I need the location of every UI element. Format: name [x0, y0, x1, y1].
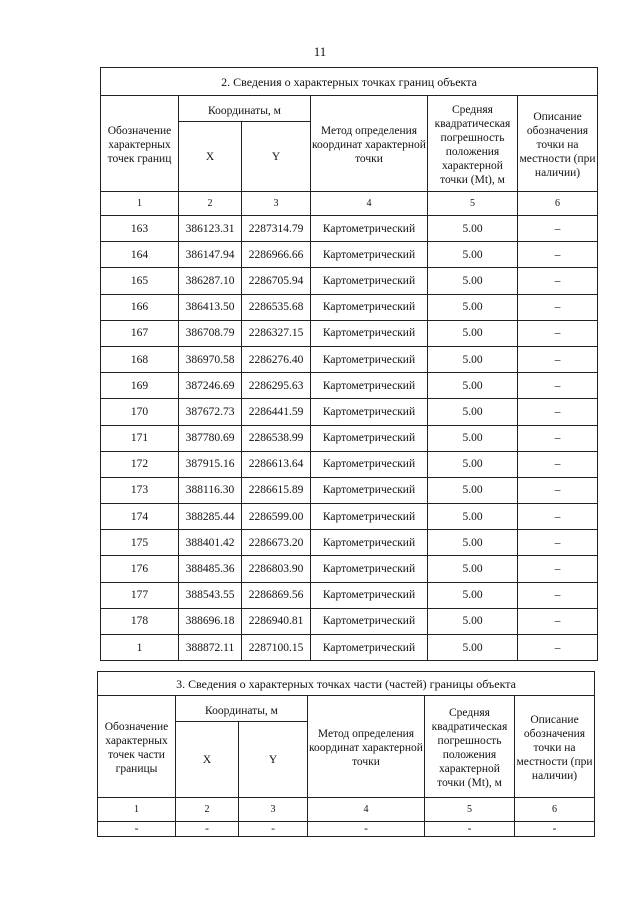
description-cell: –	[518, 346, 598, 372]
point-cell: 173	[101, 477, 179, 503]
y-coordinate-cell: 2287314.79	[242, 216, 311, 242]
description-cell: –	[518, 504, 598, 530]
table-row	[101, 346, 598, 372]
description-cell: –	[518, 530, 598, 556]
point-cell: 168	[101, 346, 179, 372]
header-x: X	[179, 122, 242, 192]
point-cell: 175	[101, 530, 179, 556]
table-row	[101, 242, 598, 268]
method-cell: Картометрический	[311, 556, 428, 582]
method-cell: Картометрический	[311, 216, 428, 242]
error-cell: 5.00	[428, 320, 518, 346]
x-coordinate-cell: 386708.79	[179, 320, 242, 346]
error-cell: 5.00	[428, 635, 518, 661]
x-coordinate-cell: 388696.18	[179, 608, 242, 634]
table-row	[101, 216, 598, 242]
x-coordinate-cell: 387915.16	[179, 451, 242, 477]
description-cell: –	[518, 216, 598, 242]
description-cell: –	[518, 425, 598, 451]
column-index: 1	[98, 798, 176, 822]
column-index: 2	[179, 192, 242, 216]
method-cell: Картометрический	[311, 608, 428, 634]
method-cell: Картометрический	[311, 530, 428, 556]
x-coordinate-cell: 388485.36	[179, 556, 242, 582]
table-row	[101, 373, 598, 399]
x-coordinate-cell: 388872.11	[179, 635, 242, 661]
point-cell: 174	[101, 504, 179, 530]
y-coordinate-cell: 2286613.64	[242, 451, 311, 477]
header-method: Метод определения координат характерной точки	[308, 696, 425, 798]
table-row	[101, 530, 598, 556]
y-coordinate-cell: -	[239, 822, 308, 837]
method-cell: Картометрический	[311, 399, 428, 425]
error-cell: 5.00	[428, 294, 518, 320]
error-cell: 5.00	[428, 216, 518, 242]
page-number: 11	[313, 44, 327, 59]
y-coordinate-cell: 2286599.00	[242, 504, 311, 530]
column-index: 6	[518, 192, 598, 216]
table-row	[101, 294, 598, 320]
method-cell: Картометрический	[311, 635, 428, 661]
header-y: Y	[239, 722, 308, 798]
point-cell: 178	[101, 608, 179, 634]
points-table-body	[101, 216, 598, 661]
description-cell: –	[518, 294, 598, 320]
x-coordinate-cell: 386970.58	[179, 346, 242, 372]
header-error: Средняя квадратическая погрешность положения характерной точки (Mt), м	[428, 96, 518, 192]
y-coordinate-cell: 2286295.63	[242, 373, 311, 399]
header-y: Y	[242, 122, 311, 192]
method-cell: Картометрический	[311, 294, 428, 320]
header-coordinates: Координаты, м	[179, 96, 311, 122]
error-cell: 5.00	[428, 373, 518, 399]
y-coordinate-cell: 2286276.40	[242, 346, 311, 372]
y-coordinate-cell: 2286940.81	[242, 608, 311, 634]
table-row	[101, 608, 598, 634]
part-points-table-body	[98, 822, 595, 837]
error-cell: 5.00	[428, 425, 518, 451]
description-cell: –	[518, 635, 598, 661]
x-coordinate-cell: 388116.30	[179, 477, 242, 503]
column-index: 2	[176, 798, 239, 822]
method-cell: Картометрический	[311, 504, 428, 530]
error-cell: 5.00	[428, 268, 518, 294]
method-cell: Картометрический	[311, 451, 428, 477]
y-coordinate-cell: 2286803.90	[242, 556, 311, 582]
x-coordinate-cell: 386413.50	[179, 294, 242, 320]
point-cell: 169	[101, 373, 179, 399]
method-cell: Картометрический	[311, 346, 428, 372]
table-row	[101, 399, 598, 425]
header-x: X	[176, 722, 239, 798]
table-row	[101, 320, 598, 346]
table-row	[98, 822, 595, 837]
error-cell: 5.00	[428, 608, 518, 634]
x-coordinate-cell: 387246.69	[179, 373, 242, 399]
method-cell: Картометрический	[311, 320, 428, 346]
error-cell: 5.00	[428, 399, 518, 425]
description-cell: –	[518, 320, 598, 346]
column-index: 3	[242, 192, 311, 216]
y-coordinate-cell: 2286966.66	[242, 242, 311, 268]
characteristic-points-table	[100, 67, 598, 661]
section-title: 2. Сведения о характерных точках границ объекта	[101, 68, 598, 96]
section-title: 3. Сведения о характерных точках части (частей) границы объекта	[98, 672, 595, 696]
x-coordinate-cell: 388401.42	[179, 530, 242, 556]
table-row	[101, 268, 598, 294]
x-coordinate-cell: 387672.73	[179, 399, 242, 425]
header-description: Описание обозначения точки на местности (при наличии)	[515, 696, 595, 798]
point-cell: 172	[101, 451, 179, 477]
column-index: 3	[239, 798, 308, 822]
y-coordinate-cell: 2286535.68	[242, 294, 311, 320]
y-coordinate-cell: 2286538.99	[242, 425, 311, 451]
error-cell: 5.00	[428, 242, 518, 268]
header-point-designation: Обозначение характерных точек части границы	[98, 696, 176, 798]
column-index: 4	[311, 192, 428, 216]
error-cell: 5.00	[428, 504, 518, 530]
method-cell: Картометрический	[311, 373, 428, 399]
method-cell: Картометрический	[311, 477, 428, 503]
table-row	[101, 504, 598, 530]
y-coordinate-cell: 2286441.59	[242, 399, 311, 425]
error-cell: 5.00	[428, 346, 518, 372]
table-row	[101, 477, 598, 503]
y-coordinate-cell: 2286705.94	[242, 268, 311, 294]
header-coordinates: Координаты, м	[176, 696, 308, 722]
description-cell: -	[515, 822, 595, 837]
point-cell: 176	[101, 556, 179, 582]
x-coordinate-cell: 386147.94	[179, 242, 242, 268]
header-method: Метод определения координат характерной точки	[311, 96, 428, 192]
point-cell: -	[98, 822, 176, 837]
point-cell: 164	[101, 242, 179, 268]
x-coordinate-cell: 388543.55	[179, 582, 242, 608]
description-cell: –	[518, 268, 598, 294]
method-cell: Картометрический	[311, 268, 428, 294]
table-row	[101, 582, 598, 608]
description-cell: –	[518, 451, 598, 477]
column-index: 6	[515, 798, 595, 822]
error-cell: 5.00	[428, 556, 518, 582]
y-coordinate-cell: 2287100.15	[242, 635, 311, 661]
x-coordinate-cell: 388285.44	[179, 504, 242, 530]
error-cell: -	[425, 822, 515, 837]
table-row	[101, 635, 598, 661]
point-cell: 1	[101, 635, 179, 661]
table-row	[101, 556, 598, 582]
table-row	[101, 451, 598, 477]
point-cell: 165	[101, 268, 179, 294]
point-cell: 163	[101, 216, 179, 242]
point-cell: 166	[101, 294, 179, 320]
error-cell: 5.00	[428, 530, 518, 556]
header-description: Описание обозначения точки на местности (при наличии)	[518, 96, 598, 192]
description-cell: –	[518, 242, 598, 268]
description-cell: –	[518, 373, 598, 399]
header-error: Средняя квадратическая погрешность положения характерной точки (Mt), м	[425, 696, 515, 798]
method-cell: Картометрический	[311, 425, 428, 451]
point-cell: 177	[101, 582, 179, 608]
column-index: 5	[425, 798, 515, 822]
y-coordinate-cell: 2286327.15	[242, 320, 311, 346]
error-cell: 5.00	[428, 451, 518, 477]
y-coordinate-cell: 2286615.89	[242, 477, 311, 503]
header-point-designation: Обозначение характерных точек границ	[101, 96, 179, 192]
x-coordinate-cell: 387780.69	[179, 425, 242, 451]
table-row	[101, 425, 598, 451]
point-cell: 167	[101, 320, 179, 346]
y-coordinate-cell: 2286869.56	[242, 582, 311, 608]
column-index: 1	[101, 192, 179, 216]
part-boundary-points-table	[97, 671, 595, 837]
y-coordinate-cell: 2286673.20	[242, 530, 311, 556]
description-cell: –	[518, 399, 598, 425]
column-index: 5	[428, 192, 518, 216]
description-cell: –	[518, 477, 598, 503]
error-cell: 5.00	[428, 582, 518, 608]
x-coordinate-cell: -	[176, 822, 239, 837]
x-coordinate-cell: 386123.31	[179, 216, 242, 242]
error-cell: 5.00	[428, 477, 518, 503]
x-coordinate-cell: 386287.10	[179, 268, 242, 294]
method-cell: Картометрический	[311, 582, 428, 608]
point-cell: 170	[101, 399, 179, 425]
description-cell: –	[518, 582, 598, 608]
point-cell: 171	[101, 425, 179, 451]
column-index: 4	[308, 798, 425, 822]
method-cell: Картометрический	[311, 242, 428, 268]
description-cell: –	[518, 556, 598, 582]
description-cell: –	[518, 608, 598, 634]
method-cell: -	[308, 822, 425, 837]
